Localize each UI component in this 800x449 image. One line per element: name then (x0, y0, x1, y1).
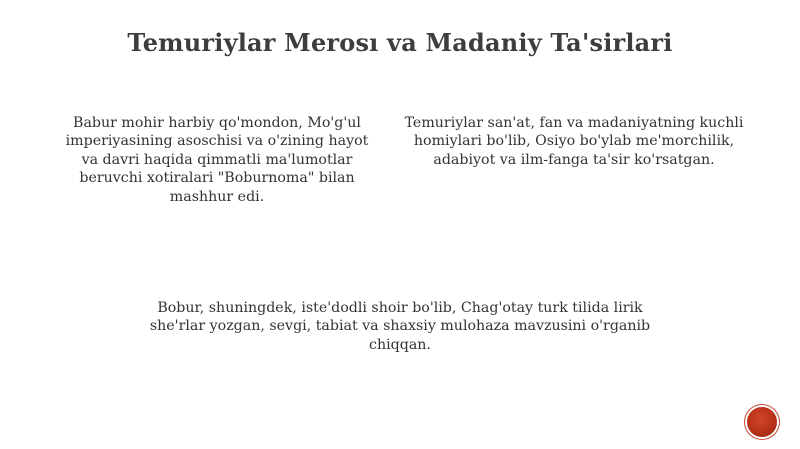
paragraph-babur-commander: Babur mohir harbiy qo'mondon, Mo'g'ul imperiyasining asoschisi va o'zining hayot va davri haqida qimmatli ma'lumotlar beruvchi xotiralari "Boburnoma" bilan mashhur edi. (65, 115, 369, 205)
paragraph-babur-poet: Bobur, shuningdek, iste'dodli shoir bo'lib, Chag'otay turk tilida lirik she'rlar yozgan, sevgi, tabiat va shaxsiy mulohaza mavzusini o'rganib chiqqan. (149, 300, 651, 353)
paragraph-timurid-patronage: Temuriylar san'at, fan va madaniyatning kuchli homiylari bo'lib, Osiyo bo'ylab me'morchilik, adabiyot va ilm-fanga ta'sir ko'rsatgan. (404, 115, 744, 168)
circle-nav-icon[interactable] (747, 407, 777, 437)
slide-title: Temuriylar Merosı va Madaniy Ta'sirlari (127, 28, 673, 57)
